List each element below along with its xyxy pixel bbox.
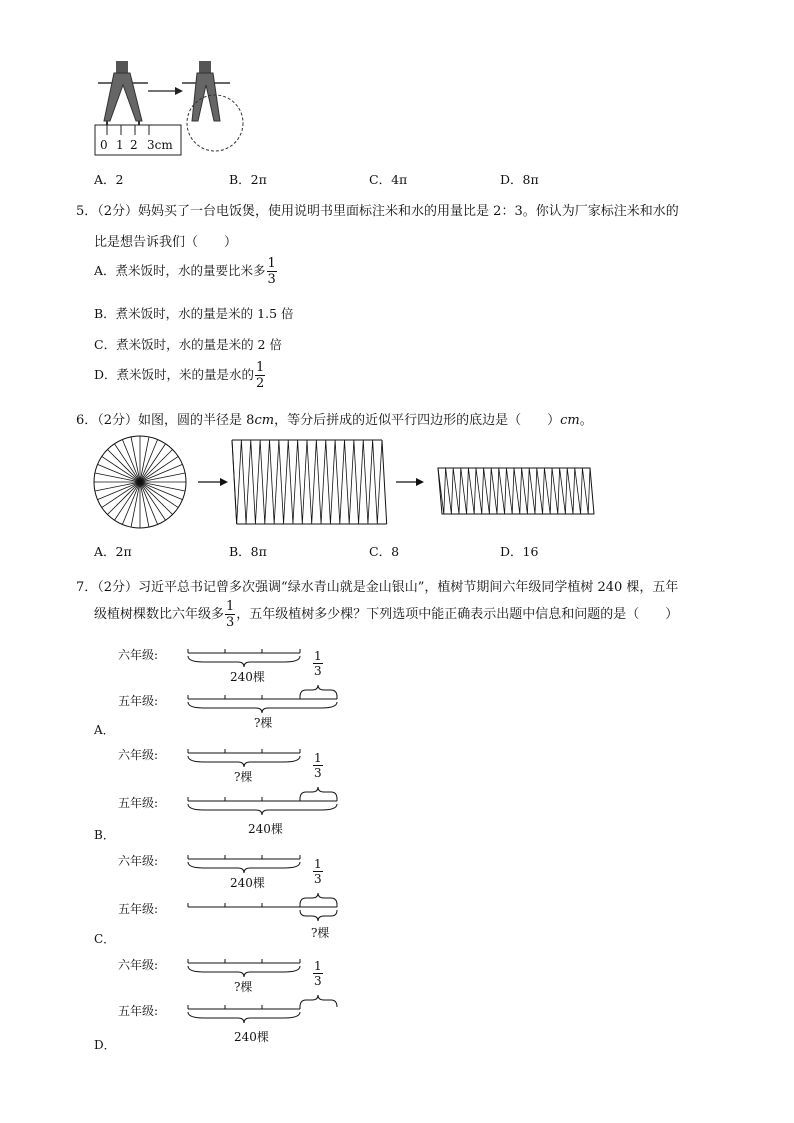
third-fraction: $\frac{1}{3}$ [314,959,322,988]
grade5-label: 五年级: [118,902,159,916]
q6-option-d[interactable]: D．16 [500,544,539,559]
option-letter-a: A． [94,723,115,737]
q7-option-a[interactable] [94,640,354,740]
q6-option-b[interactable]: B．8π [229,544,267,559]
q5-option-d[interactable] [94,361,266,390]
q5-stem-line1: 5．（2分）妈妈买了一台电饭煲，使用说明书里面标注米和水的用量比是 2：3。你认为厂家标注米和水的 [76,204,679,219]
third-fraction: $\frac{1}{3}$ [314,751,322,780]
label-240: 240棵 [230,876,265,890]
q5-option-c[interactable]: C．煮米饭时，水的量是米的 2 倍 [94,337,282,352]
q5-option-d-fraction: $\frac{1}{2}$ [256,360,265,391]
q4-option-c[interactable]: C．4π [369,172,408,187]
q5-stem-line2: 比是想告诉我们（ ） [94,235,238,250]
ruler-label-2: 2 [130,138,138,152]
q4-option-b[interactable]: B．2π [229,172,267,187]
ruler-label-3: 3cm [147,138,173,152]
label-unknown: ?棵 [234,770,253,784]
q7-option-d[interactable] [94,954,354,1054]
grade6-label: 六年级: [118,854,159,868]
q7-stem-line2: 级植树棵数比六年级多 $\frac{1}{3}$ ，五年级植树多少棵？下列选项中能正确表示出题中信息和问题的是（ ） [94,599,679,630]
q7-option-b[interactable] [94,744,354,844]
label-unknown: ?棵 [254,716,273,730]
option-letter-d: D． [94,1038,116,1052]
label-240: 240棵 [234,1030,269,1044]
q5-option-a-text: A．煮米饭时，水的量要比米多 [94,263,266,278]
ruler-label-1: 1 [116,138,124,152]
q7-option-c[interactable] [94,850,354,950]
ruler-label-0: 0 [100,138,108,152]
label-unknown: ?棵 [234,980,253,994]
q5-option-b[interactable]: B．煮米饭时，水的量是米的 1.5 倍 [94,306,294,321]
q6-option-c[interactable]: C．8 [369,544,400,559]
option-letter-b: B． [94,828,115,842]
grade6-label: 六年级: [118,958,159,972]
q5-option-a-fraction: $\frac{1}{3}$ [267,256,276,287]
grade6-label: 六年级: [118,748,159,762]
label-240: 240棵 [248,822,283,836]
label-unknown: ?棵 [311,926,330,940]
grade6-label: 六年级: [118,648,159,662]
q7-fraction: $\frac{1}{3}$ [226,599,235,630]
grade5-label: 五年级: [118,1004,159,1018]
q5-option-a[interactable] [94,257,278,286]
q5-option-d-text: D．煮米饭时，米的量是水的 [94,367,255,382]
third-fraction: $\frac{1}{3}$ [314,649,322,678]
circle-dissection-figure [94,436,604,530]
q6-stem: 6．（2分）如图，圆的半径是 8cm，等分后拼成的近似平行四边形的底边是（ ）cm。 [76,413,593,428]
q4-option-d[interactable]: D．8π [500,172,539,187]
third-fraction: $\frac{1}{3}$ [314,857,322,886]
label-240: 240棵 [230,670,265,684]
q6-option-a[interactable]: A．2π [94,544,132,559]
q7-stem-line1: 7．（2分）习近平总书记曾多次强调“绿水青山就是金山银山”，植树节期间六年级同学植树 240 棵，五年 [76,580,679,595]
q4-option-a[interactable]: A．2 [94,172,124,187]
option-letter-c: C． [94,932,116,946]
grade5-label: 五年级: [118,796,159,810]
grade5-label: 五年级: [118,694,159,708]
